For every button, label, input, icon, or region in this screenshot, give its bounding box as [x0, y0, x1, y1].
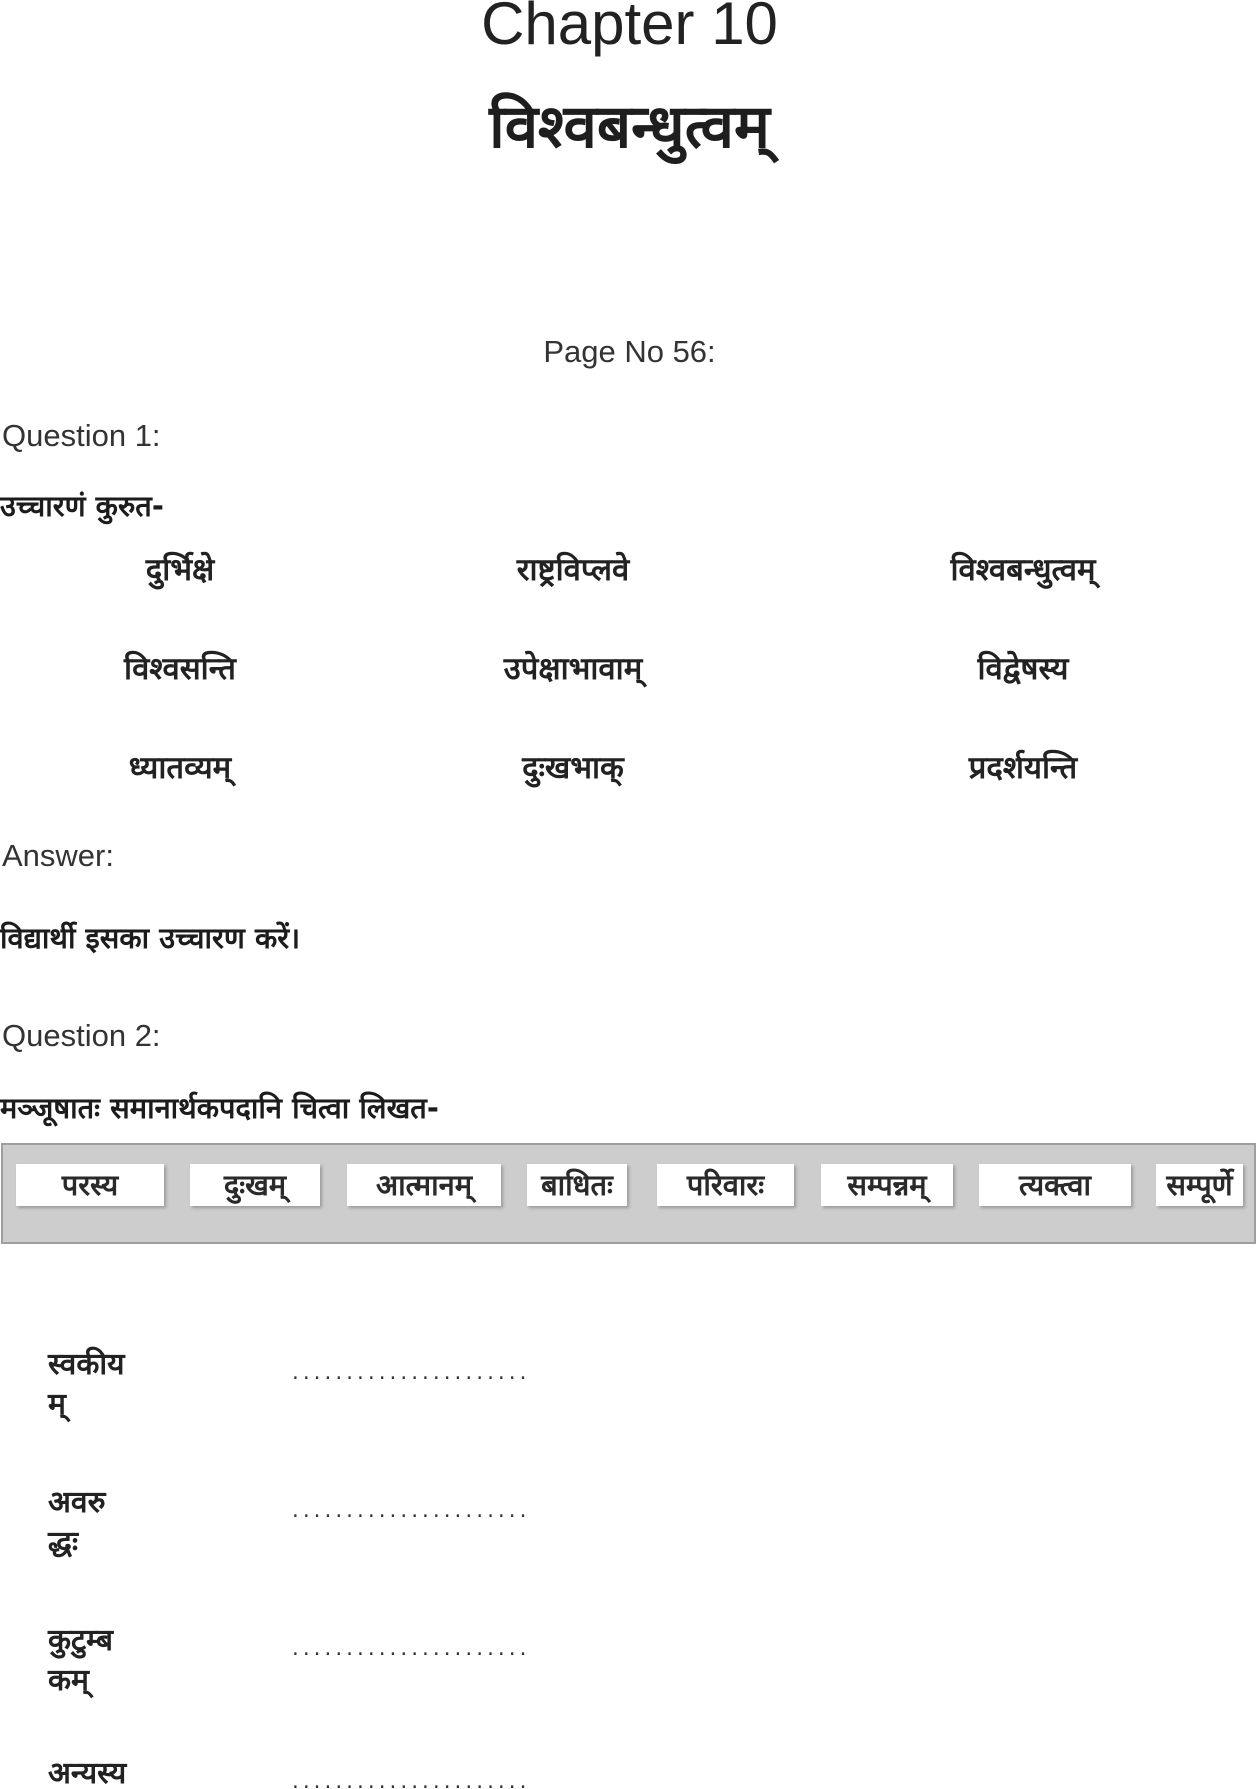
word-box-chip: दुःखम् [190, 1164, 320, 1206]
word-box [1, 1143, 1256, 1244]
question-2-label: Question 2: [2, 1018, 161, 1053]
word-box-chip: सम्पन्नम् [821, 1164, 953, 1206]
word-item: ध्यातव्यम् [128, 750, 232, 786]
fill-row [48, 1483, 848, 1593]
question-1-label: Question 1: [2, 418, 161, 453]
fill-word-line: द्धः [48, 1525, 79, 1560]
word-box-chip: परिवारः [657, 1164, 794, 1206]
chapter-subtitle: विश्वबन्धुत्वम् [489, 92, 770, 162]
fill-blank[interactable]: ...................... [290, 1639, 529, 1660]
fill-word-line: स्वकीय [48, 1347, 125, 1382]
word-item: दुर्भिक्षे [145, 552, 215, 588]
fill-word-line: अवरु [48, 1485, 106, 1520]
question-1-instruction: उच्चारणं कुरुत- [0, 489, 164, 523]
fill-blank[interactable]: ...................... [290, 1772, 529, 1789]
fill-word-line: कम् [48, 1663, 89, 1698]
word-item: विश्वबन्धुत्वम् [950, 552, 1096, 588]
page-number: Page No 56: [543, 334, 716, 369]
word-item: उपेक्षाभावाम् [503, 651, 643, 687]
fill-word-line: म् [48, 1387, 66, 1422]
fill-word-line: अन्यस्य [48, 1756, 127, 1789]
word-item: राष्ट्रविप्लवे [516, 552, 630, 588]
fill-word [48, 1754, 178, 1789]
word-box-chip: त्यक्त्वा [979, 1164, 1131, 1206]
word-box-chip: परस्य [16, 1164, 164, 1206]
word-item: विद्वेषस्य [977, 651, 1069, 687]
word-item: विश्वसन्ति [124, 651, 236, 687]
word-box-chip: सम्पूर्णे [1156, 1164, 1243, 1206]
answer-label: Answer: [2, 838, 114, 873]
question-2-instruction: मञ्जूषातः समानार्थकपदानि चित्वा लिखत- [0, 1091, 439, 1125]
word-row [0, 548, 1259, 647]
chapter-title: Chapter 10 [481, 0, 778, 57]
fill-blank[interactable]: ...................... [290, 1501, 529, 1522]
word-box-chip: आत्मानम् [347, 1164, 501, 1206]
fill-blank[interactable]: ...................... [290, 1363, 529, 1384]
fill-row [48, 1345, 848, 1455]
word-row [0, 647, 1259, 746]
fill-word [48, 1483, 158, 1563]
word-item: दुःखभाक् [522, 750, 624, 786]
fill-word-line: कुटुम्ब [48, 1623, 114, 1658]
pronunciation-word-grid [0, 548, 1259, 845]
fill-row [48, 1754, 848, 1789]
word-row [0, 746, 1259, 845]
fill-word [48, 1621, 158, 1701]
fill-word [48, 1345, 158, 1425]
word-item: प्रदर्शयन्ति [968, 750, 1078, 786]
fill-row [48, 1621, 848, 1731]
answer-text: विद्यार्थी इसका उच्चारण करें। [0, 921, 301, 955]
word-box-chip: बाधितः [527, 1164, 627, 1206]
